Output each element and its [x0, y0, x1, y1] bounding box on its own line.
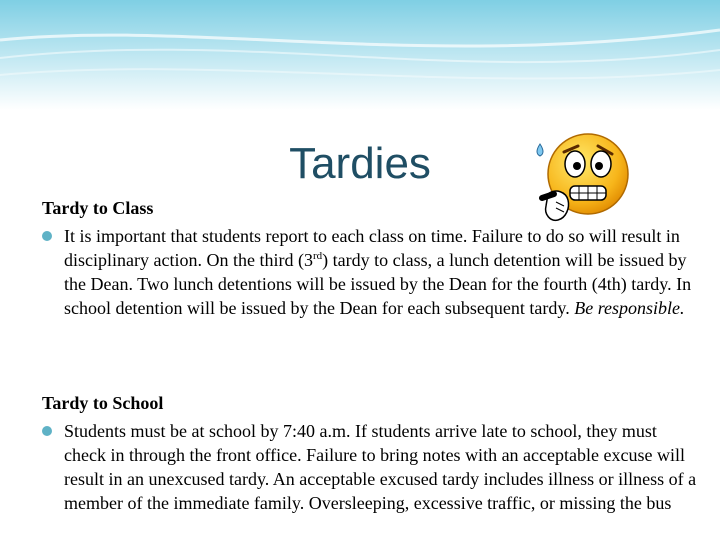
header-banner [0, 0, 720, 110]
slide-title: Tardies [289, 139, 431, 188]
bullet-text: It is important that students report to each class on time. Failure to do so will result in disciplinary action. On the third (3rd) tardy to class, a lunch detention will be issued by the Dean. Two lunch detentions will be issued by the Dean for the fourth (4th) tardy. In school detention will be issued by the Dean for each subsequent tardy. Be responsible. [64, 226, 692, 318]
section-tardy-to-class [42, 197, 702, 320]
bullet-text: Students must be at school by 7:40 a.m. If students arrive late to school, they must check in through the front office. Failure to bring notes with an acceptable excuse will result in an unexcused tardy. An acceptable excused tardy includes illness or illness of a member of the immediate family. Oversleeping, excessive traffic, or missing the bus [64, 421, 697, 513]
bullet-icon [42, 426, 52, 436]
section-heading: Tardy to School [42, 393, 164, 413]
section-tardy-to-school [42, 392, 702, 515]
emphasis-text: Be responsible. [574, 298, 685, 318]
bullet-icon [42, 231, 52, 241]
list-item [42, 419, 702, 515]
section-heading: Tardy to Class [42, 198, 154, 218]
list-item [42, 224, 702, 320]
